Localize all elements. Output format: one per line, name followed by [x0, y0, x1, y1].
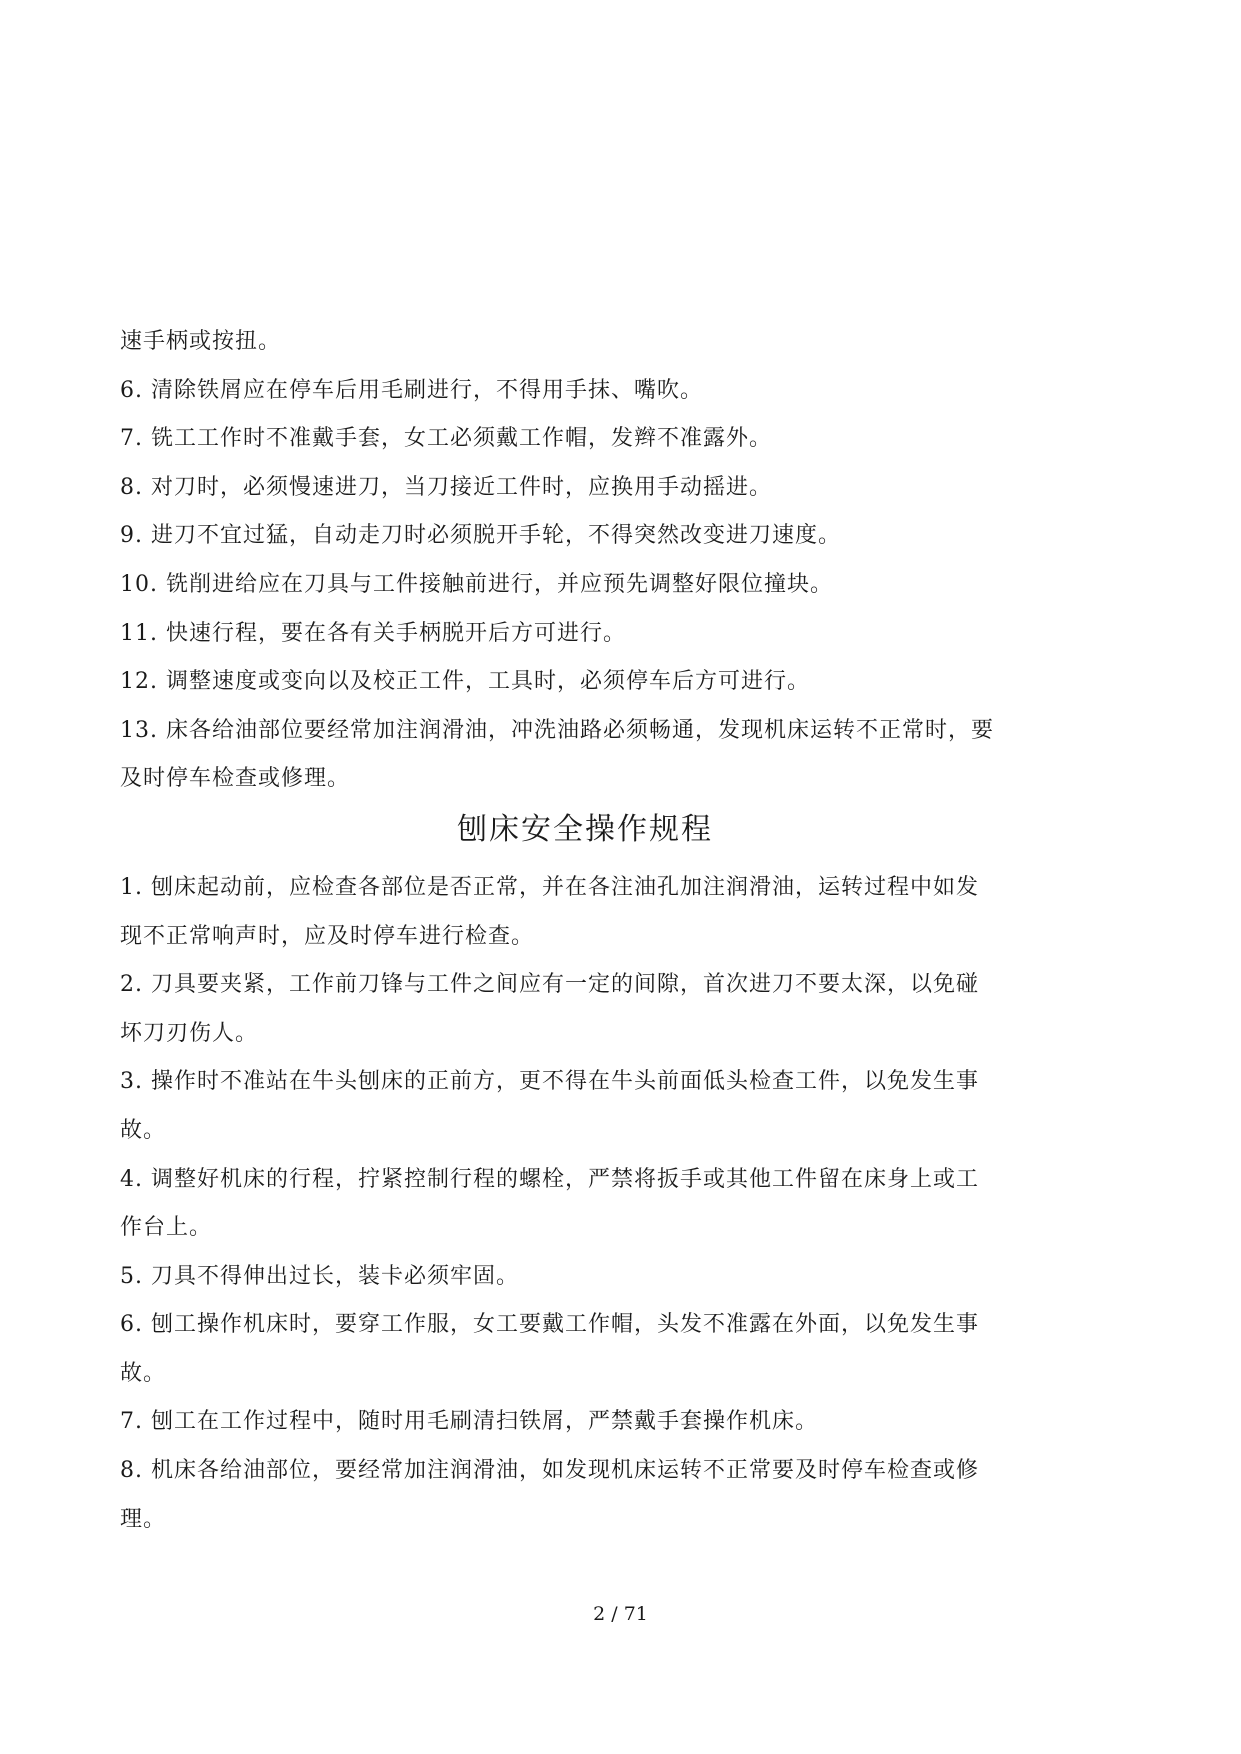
page-number: 2 / 71 [593, 1603, 648, 1625]
rule-item-8: 8. 机床各给油部位，要经常加注润滑油，如发现机床运转不正常要及时停车检查或修 [120, 1458, 979, 1484]
document-content [120, 318, 1050, 1544]
rule-item-1: 1. 刨床起动前，应检查各部位是否正常，并在各注油孔加注润滑油，运转过程中如发 [120, 874, 979, 900]
rule-item-6: 6. 刨工操作机床时，要穿工作服，女工要戴工作帽，头发不准露在外面，以免发生事 [120, 1312, 979, 1338]
text-line: 及时停车检查或修理。 [120, 766, 351, 792]
planer-rules [120, 864, 1050, 1544]
text-line: 现不正常响声时，应及时停车进行检查。 [120, 923, 535, 949]
rule-item-4: 4. 调整好机床的行程，拧紧控制行程的螺栓，严禁将扳手或其他工件留在床身上或工 [120, 1166, 979, 1192]
section-title: 刨床安全操作规程 [457, 811, 713, 847]
rule-item-6: 6. 清除铁屑应在停车后用毛刷进行，不得用手抹、嘴吹。 [120, 377, 703, 403]
milling-rules-continued [120, 318, 1050, 804]
text-line: 作台上。 [120, 1215, 213, 1241]
rule-item-3: 3. 操作时不准站在牛头刨床的正前方，更不得在牛头前面低头检查工件，以免发生事 [120, 1069, 979, 1095]
text-line: 故。 [120, 1360, 167, 1386]
rule-item-7: 7. 铣工工作时不准戴手套，女工必须戴工作帽，发辫不准露外。 [120, 426, 772, 452]
text-line: 理。 [120, 1506, 167, 1532]
text-line: 坏刀刃伤人。 [120, 1020, 259, 1046]
rule-item-2: 2. 刀具要夹紧，工作前刀锋与工件之间应有一定的间隙，首次进刀不要太深，以免碰 [120, 972, 979, 998]
rule-item-10: 10. 铣削进给应在刀具与工件接触前进行，并应预先调整好限位撞块。 [120, 571, 833, 597]
rule-item-9: 9. 进刀不宜过猛，自动走刀时必须脱开手轮，不得突然改变进刀速度。 [120, 523, 841, 549]
rule-item-7: 7. 刨工在工作过程中，随时用毛刷清扫铁屑，严禁戴手套操作机床。 [120, 1409, 818, 1435]
rule-item-13: 13. 床各给油部位要经常加注润滑油，冲洗油路必须畅通，发现机床运转不正常时，要 [120, 717, 994, 743]
text-line: 故。 [120, 1117, 167, 1143]
rule-item-8: 8. 对刀时，必须慢速进刀，当刀接近工件时，应换用手动摇进。 [120, 474, 772, 500]
rule-item-12: 12. 调整速度或变向以及校正工件，工具时，必须停车后方可进行。 [120, 669, 810, 695]
rule-item-11: 11. 快速行程，要在各有关手柄脱开后方可进行。 [120, 620, 626, 646]
rule-item-5: 5. 刀具不得伸出过长，装卡必须牢固。 [120, 1263, 519, 1289]
text-line: 速手柄或按扭。 [120, 329, 282, 354]
